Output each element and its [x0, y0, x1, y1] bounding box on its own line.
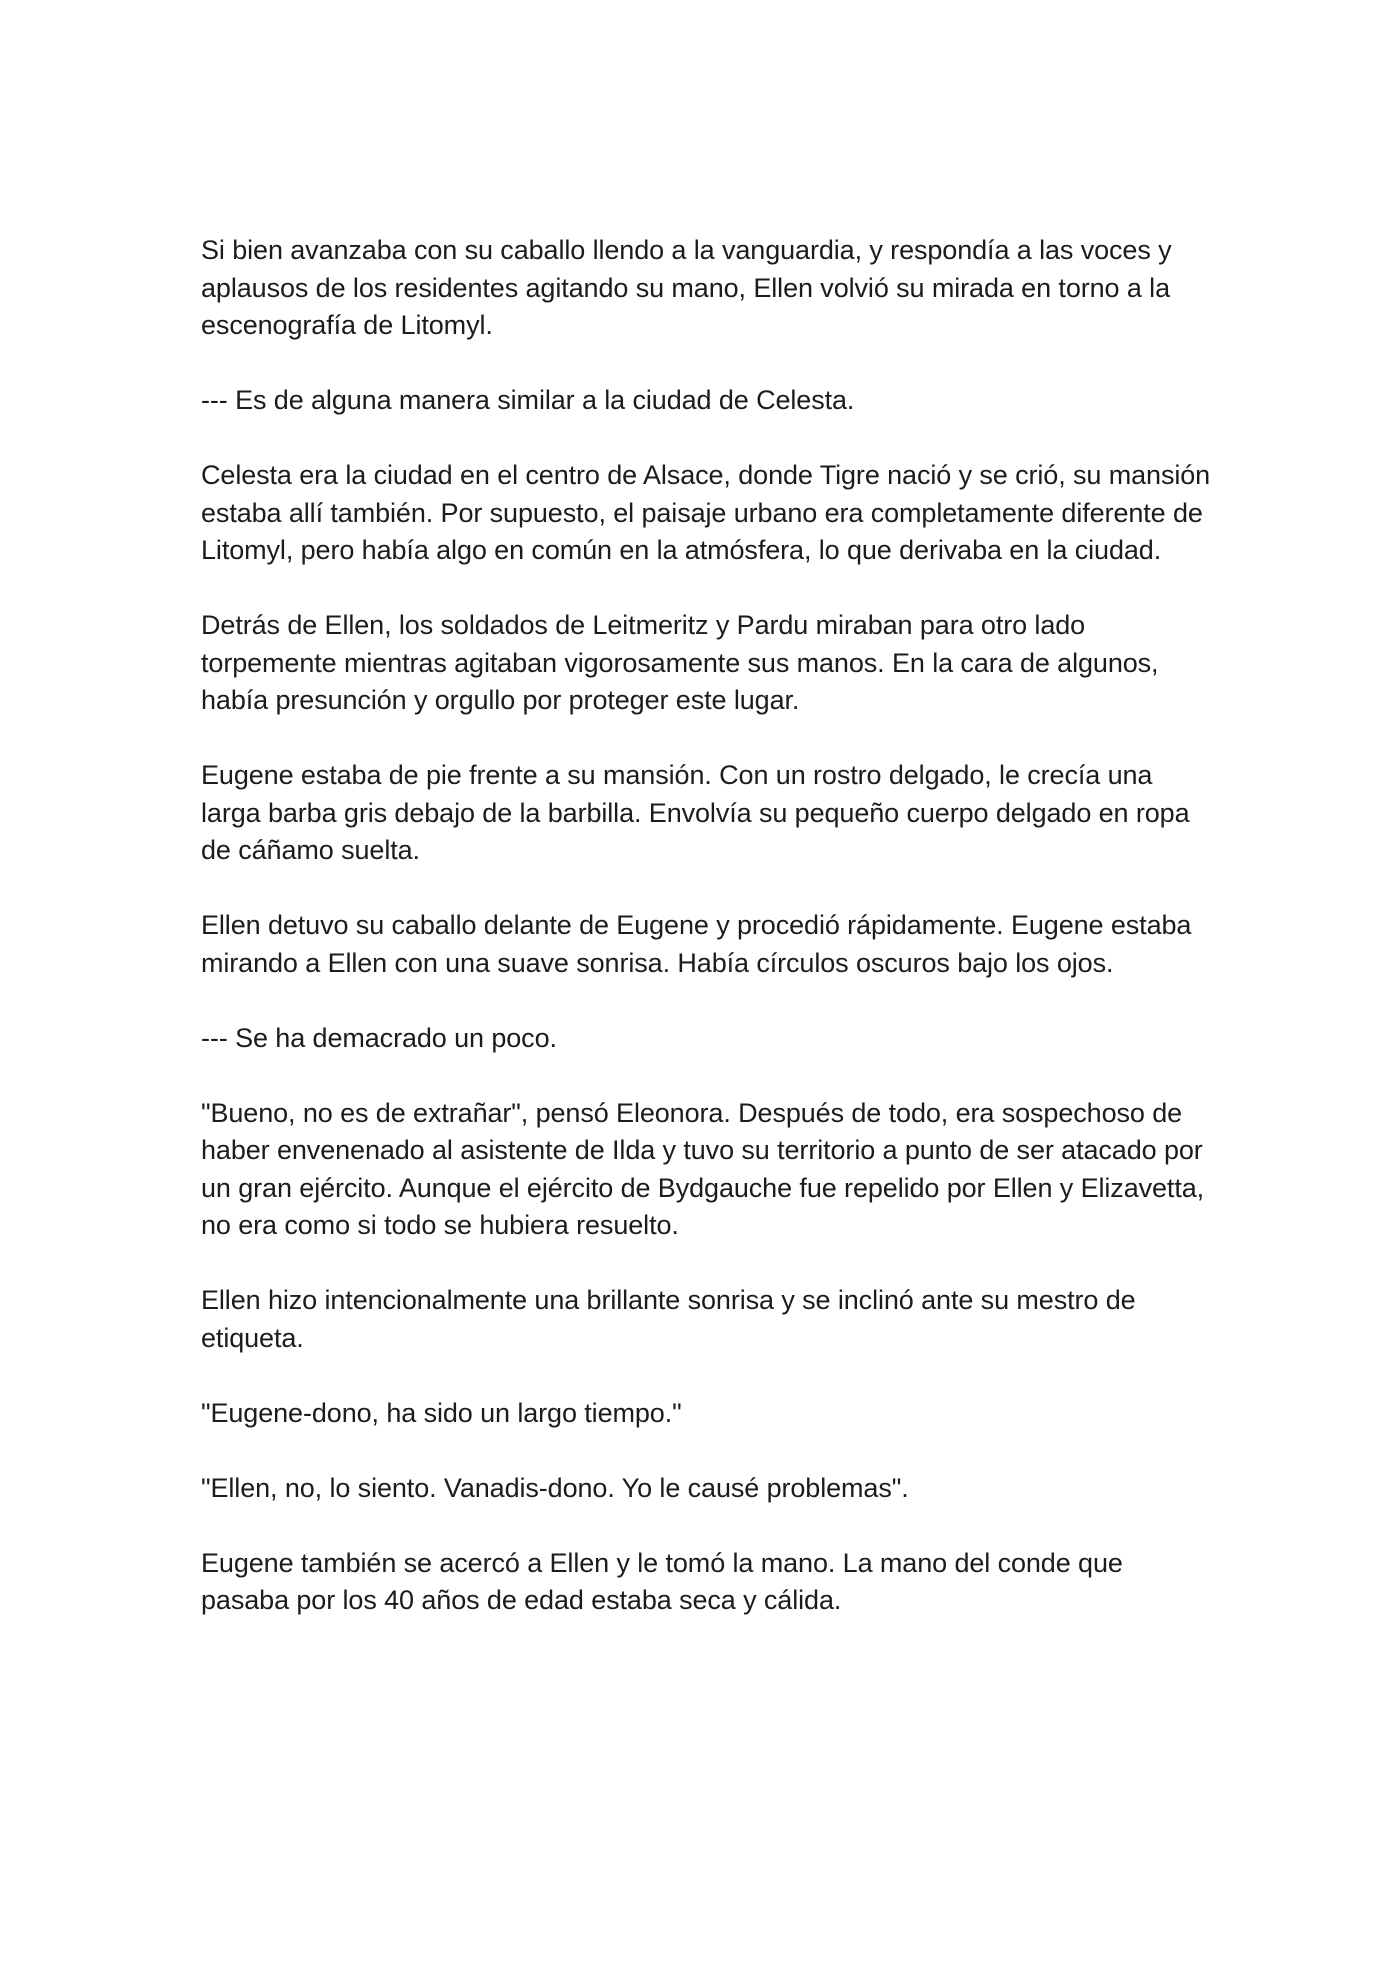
paragraph-3: Celesta era la ciudad en el centro de Alsace, donde Tigre nació y se crió, su mansión estaba allí también. Por supuesto, el paisaje urbano era completamente diferente de Litomyl, pero había algo en común en la atmósfera, lo que derivaba en la ciudad.: [201, 460, 1211, 565]
paragraph-9: Ellen hizo intencionalmente una brillante sonrisa y se inclinó ante su mestro de etiqueta.: [201, 1285, 1136, 1353]
paragraph-11: "Ellen, no, lo siento. Vanadis-dono. Yo le causé problemas".: [201, 1472, 909, 1503]
paragraph-7: --- Se ha demacrado un poco.: [201, 1022, 557, 1053]
paragraph-12: Eugene también se acercó a Ellen y le tomó la mano. La mano del conde que pasaba por los 40 años de edad estaba seca y cálida.: [201, 1547, 1123, 1615]
paragraph-1: Si bien avanzaba con su caballo llendo a la vanguardia, y respondía a las voces y aplausos de los residentes agitando su mano, Ellen volvió su mirada en torno a la escenografía de Litomyl.: [201, 235, 1172, 340]
paragraph-10: "Eugene-dono, ha sido un largo tiempo.": [201, 1397, 682, 1428]
paragraph-2: --- Es de alguna manera similar a la ciudad de Celesta.: [201, 385, 855, 415]
paragraph-8: "Bueno, no es de extrañar", pensó Eleonora. Después de todo, era sospechoso de haber envenenado al asistente de Ilda y tuvo su territorio a punto de ser atacado por un gran ejército. Aunque el ejército de Bydgauche fue repelido por Ellen y Elizavetta, no era como si todo se hubiera resuelto.: [201, 1097, 1205, 1240]
paragraph-6: Ellen detuvo su caballo delante de Eugene y procedió rápidamente. Eugene estaba mirando a Ellen con una suave sonrisa. Había círculos oscuros bajo los ojos.: [201, 910, 1192, 978]
paragraph-5: Eugene estaba de pie frente a su mansión. Con un rostro delgado, le crecía una larga barba gris debajo de la barbilla. Envolvía su pequeño cuerpo delgado en ropa de cáñamo suelta.: [201, 760, 1190, 865]
text-body: [201, 232, 1211, 1657]
paragraph-4: Detrás de Ellen, los soldados de Leitmeritz y Pardu miraban para otro lado torpemente mientras agitaban vigorosamente sus manos. En la cara de algunos, había presunción y orgullo por proteger este lugar.: [201, 610, 1159, 715]
